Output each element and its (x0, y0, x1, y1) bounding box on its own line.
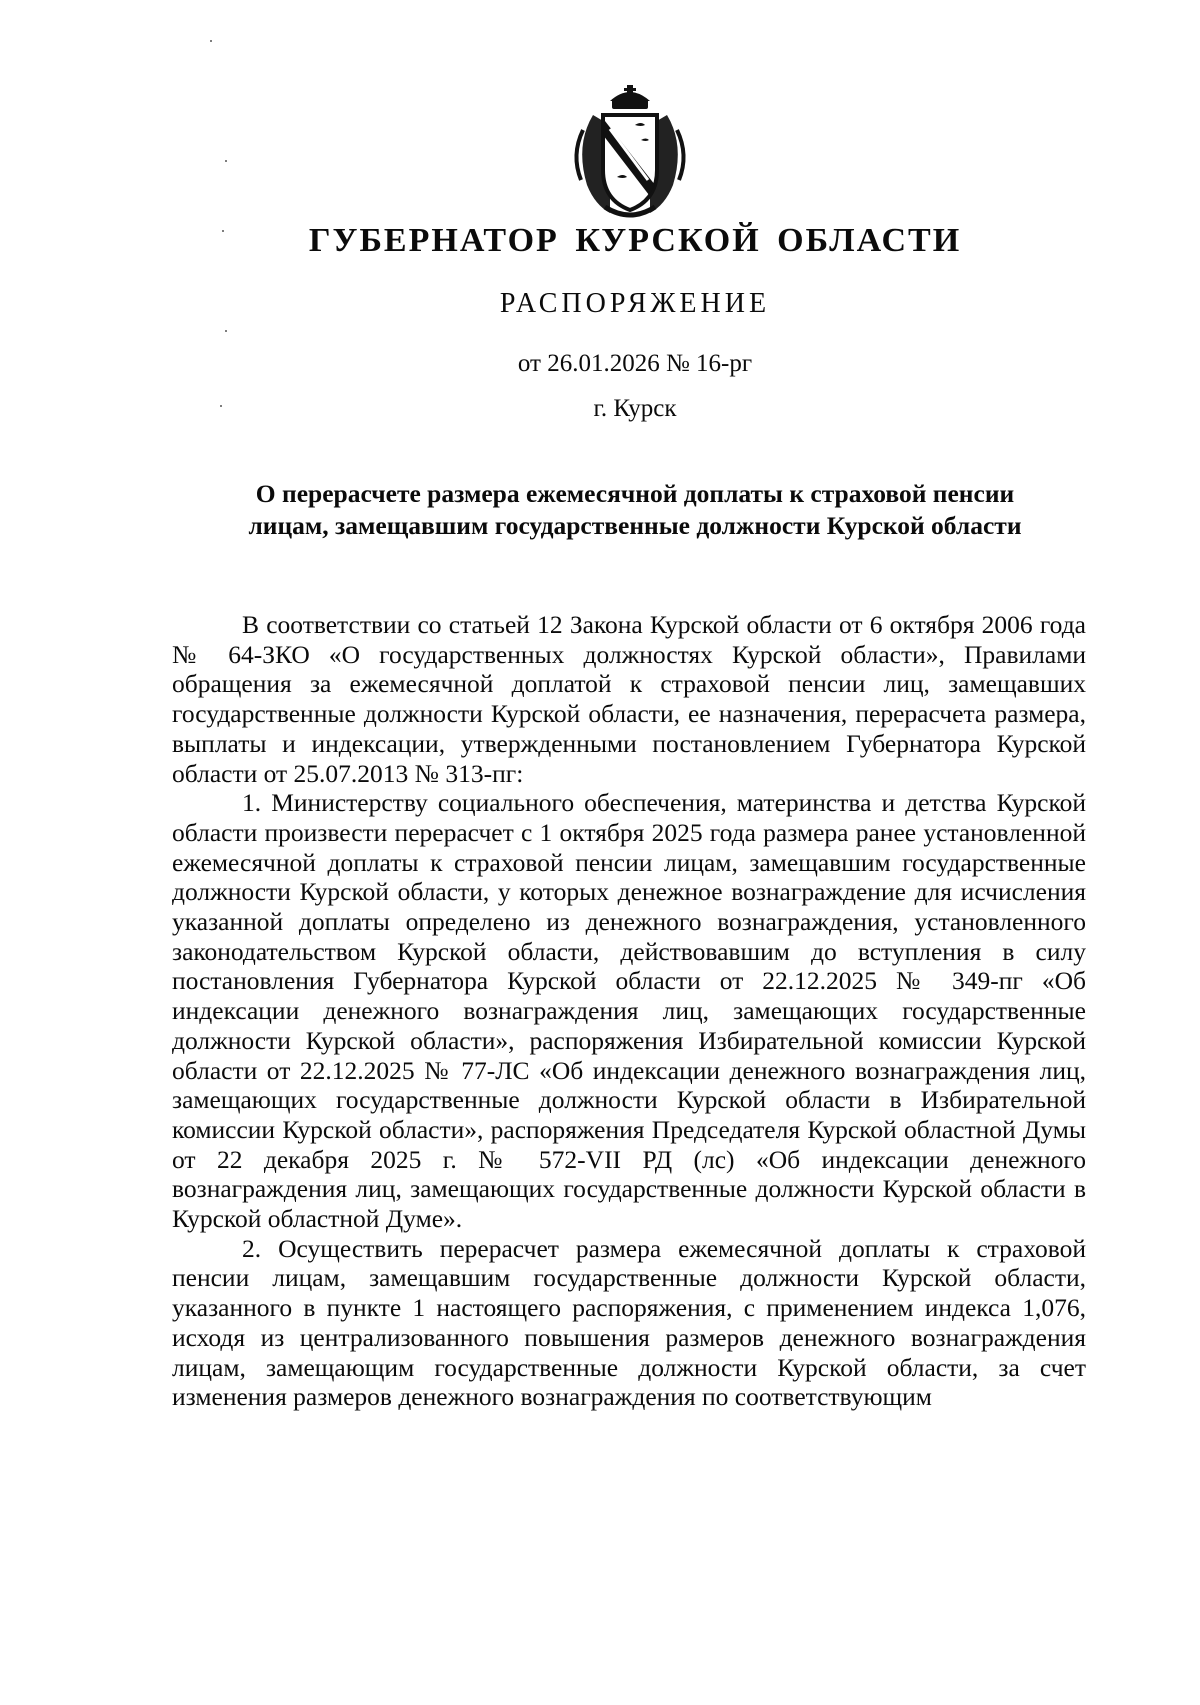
coat-of-arms-icon (565, 85, 695, 220)
document-subject (150, 478, 1120, 542)
item-2-paragraph: 2. Осуществить перерасчет размера ежемесячной доплаты к страховой пенсии лицам, замещавшим государственные должности Курской области, указанного в пункте 1 настоящего распоряжения, с применением индекса 1,076, исходя из централизованного повышения размеров денежного вознаграждения лицам, замещающим государственные должности Курской области, за счет изменения размеров денежного вознаграждения по соответствующим (172, 1233, 1086, 1412)
subject-line-1: О перерасчете размера ежемесячной доплаты к страховой пенсии (255, 479, 1015, 508)
preamble-paragraph: В соответствии со статьей 12 Закона Курской области от 6 октября 2006 года № 64-ЗКО «О государственных должностях Курской области», Правилами обращения за ежемесячной доплатой к страховой пенсии лиц, замещавших государственные должности Курской области, ее назначения, перерасчета размера, выплаты и индексации, утвержденными постановлением Губернатора Курской области от 25.07.2013 № 313-пг: (172, 610, 1086, 788)
scan-mark (225, 160, 227, 162)
subject-line-2: лицам, замещавшим государственные должности Курской области (248, 511, 1022, 540)
authority-title: ГУБЕРНАТОР КУРСКОЙ ОБЛАСТИ (308, 222, 962, 259)
document-body (172, 610, 1086, 1412)
scan-mark (210, 40, 212, 42)
document-date-number: от 26.01.2026 № 16-рг (517, 350, 753, 377)
scan-mark (225, 330, 227, 332)
document-type: РАСПОРЯЖЕНИЕ (499, 288, 771, 319)
item-1-paragraph: 1. Министерству социального обеспечения, материнства и детства Курской области произвести перерасчет с 1 октября 2025 года размера ранее установленной ежемесячной доплаты к страховой пенсии лицам, замещавшим государственные должности Курской области, у которых денежное вознаграждение для исчисления указанной доплаты определено из денежного вознаграждения, установленного законодательством Курской области, действовавшим до вступления в силу постановления Губернатора Курской области от 22.12.2025 № 349-пг «Об индексации денежного вознаграждения лиц, замещающих государственные должности Курской области», распоряжения Избирательной комиссии Курской области от 22.12.2025 № 77-ЛС «Об индексации денежного вознаграждения лиц, замещающих государственные должности Курской области в Избирательной комиссии Курской области», распоряжения Председателя Курской областной Думы от 22 декабря 2025 г. № 572-VII РД (лс) «Об индексации денежного вознаграждения лиц, замещающих государственные должности Курской области в Курской областной Думе». (172, 788, 1086, 1234)
document-city: г. Курск (593, 395, 677, 422)
